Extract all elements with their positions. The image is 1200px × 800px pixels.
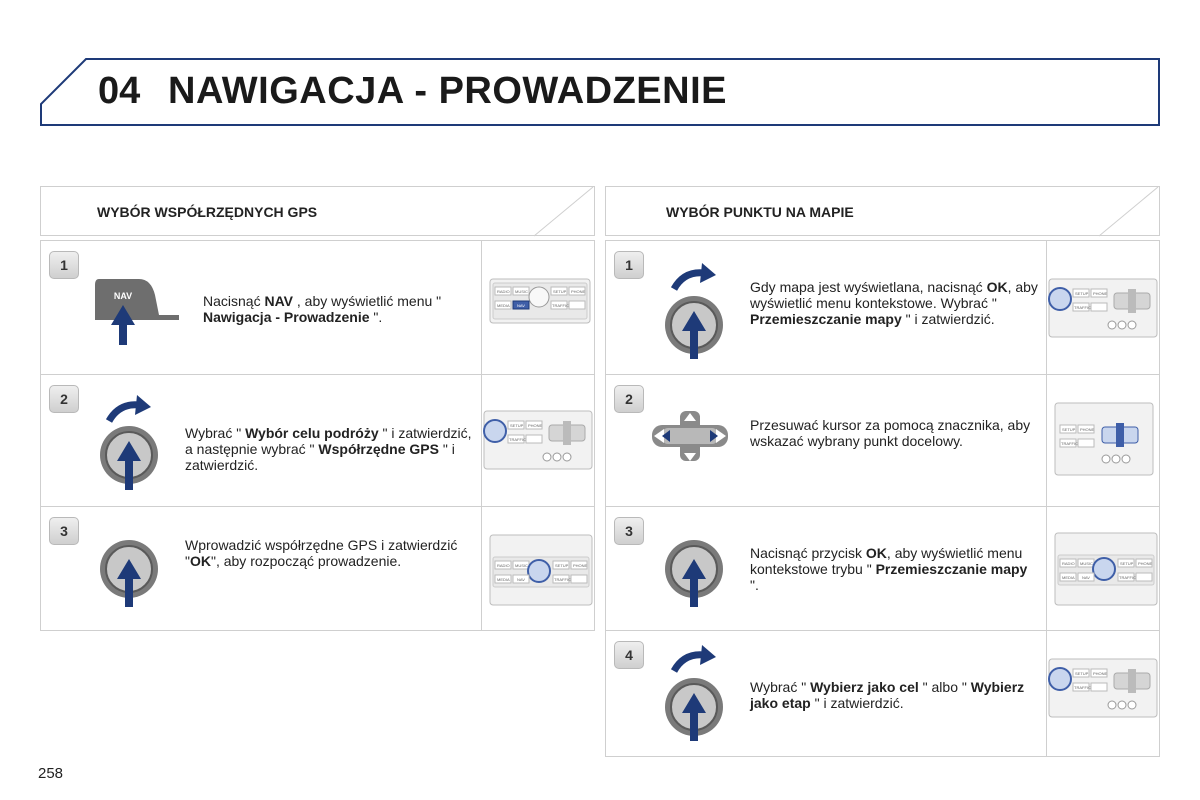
step-3 [606,507,1159,631]
step-instruction: Wybrać " Wybór celu podróży " i zatwierdzić, a następnie wybrać " Współrzędne GPS " i zatwierdzić. [185,425,472,473]
section-header [605,186,1160,236]
svg-text:TRAFFIC: TRAFFIC [1074,305,1091,310]
svg-text:PHONE: PHONE [1093,291,1108,296]
svg-text:RADIO: RADIO [497,289,510,294]
step-3 [41,507,594,631]
svg-text:MUSIC: MUSIC [1080,561,1093,566]
page-number: 258 [38,765,64,782]
svg-text:NAV: NAV [517,303,525,308]
svg-text:SETUP: SETUP [1062,427,1076,432]
svg-text:TRAFFIC: TRAFFIC [552,303,569,308]
radio-panel-illustration [1048,657,1158,719]
step-4 [606,631,1159,757]
svg-text:SETUP: SETUP [510,423,524,428]
svg-text:MEDIA: MEDIA [1062,575,1075,580]
radio-panel-illustration [1054,531,1158,607]
svg-text:PHONE: PHONE [1138,561,1153,566]
step-instruction: Nacisnąć NAV , aby wyświetlić menu " Nawigacja - Prowadzenie ". [203,293,442,325]
svg-text:RADIO: RADIO [497,563,510,568]
step-number-badge: 1 [614,251,644,279]
gps-coordinates-section [40,186,595,631]
svg-text:PHONE: PHONE [573,563,588,568]
svg-text:SETUP: SETUP [1120,561,1134,566]
svg-text:MEDIA: MEDIA [497,577,510,582]
svg-text:MEDIA: MEDIA [497,303,510,308]
radio-panel-illustration [1048,277,1158,339]
chapter-number: 04 [98,70,141,112]
radio-panel-illustration [483,409,593,471]
svg-text:SETUP: SETUP [553,289,567,294]
header-corner-decoration [534,187,594,237]
step-number-badge: 1 [49,251,79,279]
svg-text:PHONE: PHONE [528,423,543,428]
step-2 [606,375,1159,507]
map-point-section [605,186,1160,757]
svg-text:TRAFFIC: TRAFFIC [509,437,526,442]
svg-text:RADIO: RADIO [1062,561,1075,566]
step-instruction: Wprowadzić współrzędne GPS i zatwierdzić "OK", aby rozpocząć prowadzenie. [185,537,458,569]
section-title: WYBÓR PUNKTU NA MAPIE [666,204,854,220]
step-list [40,240,595,631]
svg-text:TRAFFIC: TRAFFIC [1119,575,1136,580]
rotary-knob-turn-icon [660,263,730,363]
step-number-badge: 2 [614,385,644,413]
radio-panel-illustration [1054,401,1154,477]
step-number-badge: 4 [614,641,644,669]
header-corner-decoration [1099,187,1159,237]
step-instruction: Przesuwać kursor za pomocą znacznika, aby wskazać wybrany punkt docelowy. [750,417,1031,449]
step-instruction: Gdy mapa jest wyświetlana, nacisnąć OK, aby wyświetlić menu kontekstowe. Wybrać " Przemieszczanie mapy " i zatwierdzić. [750,279,1038,327]
step-2 [41,375,594,507]
step-number-badge: 3 [49,517,79,545]
svg-text:NAV: NAV [113,291,133,301]
step-1 [41,241,594,375]
step-number-badge: 3 [614,517,644,545]
step-list [605,240,1160,757]
step-instruction: Nacisnąć przycisk OK, aby wyświetlić menu kontekstowe trybu " Przemieszczanie mapy ". [750,545,1028,593]
step-number-badge: 2 [49,385,79,413]
radio-panel-illustration [489,275,591,327]
svg-text:SETUP: SETUP [1075,671,1089,676]
svg-text:NAV: NAV [517,577,525,582]
rotary-knob-press-icon [660,531,730,611]
step-instruction: Wybrać " Wybierz jako cel " albo " Wybierz jako etap " i zatwierdzić. [750,679,1025,711]
svg-text:PHONE: PHONE [1093,671,1108,676]
section-header [40,186,595,236]
svg-text:MUSIC: MUSIC [515,289,528,294]
svg-text:TRAFFIC: TRAFFIC [1074,685,1091,690]
svg-text:NAV: NAV [1082,575,1090,580]
directional-pad-icon [648,409,732,465]
svg-text:TRAFFIC: TRAFFIC [554,577,571,582]
svg-text:SETUP: SETUP [555,563,569,568]
svg-text:SETUP: SETUP [1075,291,1089,296]
radio-panel-illustration [489,533,593,607]
rotary-knob-turn-icon [95,395,165,495]
svg-text:PHONE: PHONE [1080,427,1095,432]
rotary-knob-turn-icon [660,645,730,745]
nav-button-icon [93,277,183,347]
page-title: NAWIGACJA - PROWADZENIE [168,70,727,112]
svg-text:PHONE: PHONE [571,289,586,294]
rotary-knob-press-icon [95,531,165,611]
step-1 [606,241,1159,375]
section-title: WYBÓR WSPÓŁRZĘDNYCH GPS [97,204,318,220]
svg-text:TRAFFIC: TRAFFIC [1061,441,1078,446]
svg-text:MUSIC: MUSIC [515,563,528,568]
